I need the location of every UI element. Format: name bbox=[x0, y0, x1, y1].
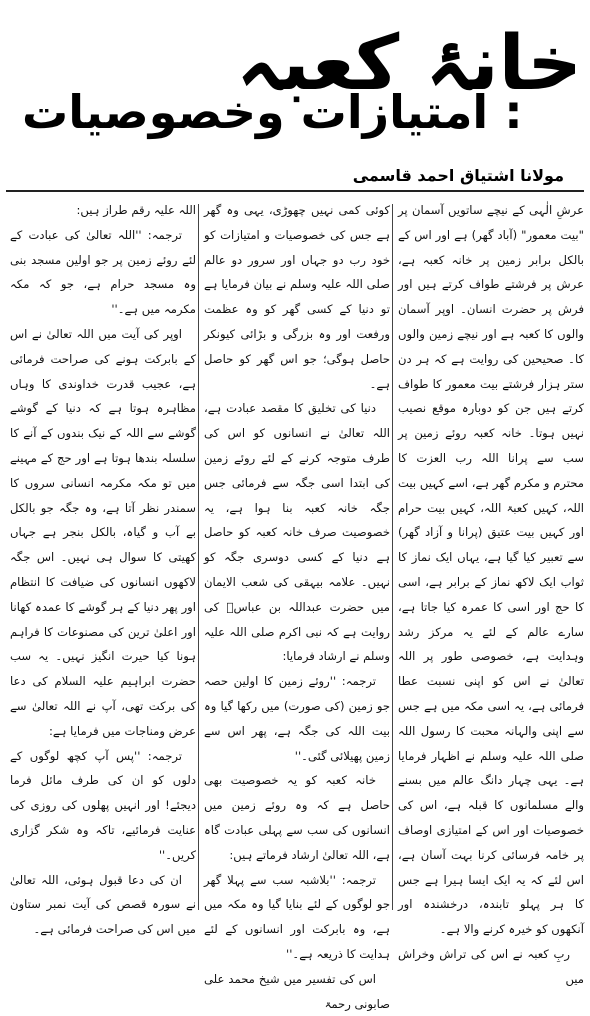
header-rule bbox=[6, 190, 584, 192]
article-subtitle: : امتیازات وخصوصیات bbox=[22, 85, 523, 139]
translation-quote: ترجمہ: ''پس آپ کچھ لوگوں کے دلوں کو ان کی طرف مائل فرما دیجئے! اور انہیں پھلوں کی روزی کی عنایت فرمائیے، تاکہ وہ شکر گزاری کریں۔'' bbox=[10, 748, 196, 862]
paragraph: ربِ کعبہ نے اس کی تراش وخراش میں bbox=[398, 946, 584, 986]
article-body bbox=[6, 198, 586, 1011]
paragraph: خانہ کعبہ کو یہ خصوصیت بھی حاصل ہے کہ وہ روئے زمین میں انسانوں کی سب سے پہلی عبادت گاہ ہے، اللہ تعالیٰ ارشاد فرماتے ہیں: bbox=[204, 773, 390, 862]
article-header bbox=[0, 4, 590, 154]
translation-quote: ترجمہ: ''روئے زمین کا اولین حصہ جو زمین (کی صورت) میں رکھا گیا وہ بیت اللہ کی جگہ ہے، پھر اس سے زمین پھیلائی گئی۔'' bbox=[204, 674, 390, 763]
paragraph: اس کی تفسیر میں شیخ محمد علی صابونی رحمۃ bbox=[204, 971, 390, 1011]
paragraph: اوپر کی آیت میں اللہ تعالیٰ نے اس کے بابرکت ہونے کی صراحت فرمائی ہے، عجیب قدرت خداوندی کا وہاں مظاہرہ ہوتا ہے کہ دنیا کے گوشے گوشے سے اللہ کے نیک بندوں کے آنے کا سلسلہ بندھا ہوتا ہے اور حج کے مہینے میں تو مکہ مکرمہ انسانی سروں کا سمندر نظر آتا ہے، وہ جگہ جو بالکل بے آب و گیاہ، بالکل بنجر ہے جہاں کھیتی کا سوال ہی نہیں۔ اس جگہ لاکھوں انسانوں کی ضیافت کا انتظام اور پھر دنیا کے ہر گوشے کا عمدہ کھانا اور اعلیٰ ترین کی مصنوعات کا فراہم ہونا کیا حیرت انگیز نہیں۔ یہ سب حضرت ابراہیم علیہ السلام کی دعا کی برکت تھی، آپ نے اللہ تعالیٰ سے عرض ومناجات میں فرمایا ہے: bbox=[10, 326, 196, 738]
paragraph: عرشِ الٰہی کے نیچے ساتویں آسمان پر "بیت معمور" (آباد گھر) ہے اور اس کے بالکل برابر زمین پر خانہ کعبہ ہے، عرش پر فرشتے طواف کرتے ہیں اور فرش پر حضرت انسان۔ اوپر آسمان والوں کا کعبہ ہے اور نیچے زمین والوں کا۔ صحیحین کی روایت ہے کہ ہر دن ستر ہزار فرشتے بیت معمور کا طواف کرتے ہیں جن کو دوبارہ موقع نصیب نہیں ہوتا۔ خانہ کعبہ روئے زمین پر سب سے پرانا اللہ رب العزت کا محترم و مکرم گھر ہے، اسے کہیں بیت اللہ، کہیں کعبۃ اللہ، کہیں بیت حرام اور کہیں بیت عتیق (پرانا و آزاد گھر) سے تعبیر کیا گیا ہے، یہاں ایک نماز کا ثواب ایک لاکھ نماز کے برابر ہے، اسی کا حج اور اسی کا عمرہ کیا جاتا ہے، سارے عالم کے لئے یہ مرکز رشد وہدایت ہے، خصوصی طور پر اللہ تعالیٰ نے اس کو اپنی نسبت عطا فرمائی ہے، یہ اسی مکہ میں ہے جس سے اپنی والہانہ محبت کا رسول اللہ صلی اللہ علیہ وسلم نے اظہار فرمایا ہے۔ یہی چہار دانگ عالم میں بسنے والے مسلمانوں کا قبلہ ہے، اس کی خصوصیات اور اس کے امتیازی اوصاف پر خامہ فرسائی کرنا بہت آسان ہے، اس لئے کہ یہ ایک ایسا ہیرا ہے جس کا ہر پہلو تابندہ، درخشندہ اور آنکھوں کو خیرہ کرنے والا ہے۔ bbox=[398, 203, 584, 937]
author-byline: مولانا اشتیاق احمد قاسمی bbox=[352, 166, 564, 185]
article-title: خانۂ کعبہ bbox=[236, 18, 582, 107]
paragraph: کوئی کمی نہیں چھوڑی، یہی وہ گھر ہے جس کی خصوصیات و امتیازات کو خود رب دو جہاں اور سرور دو عالم صلی اللہ علیہ وسلم نے بیان فرمایا ہے تو دنیا کے کسی گھر کو وہ عظمت ورفعت اور وہ بزرگی و بڑائی کیونکر حاصل ہوگی؛ جو اس گھر کو حاصل ہے۔ bbox=[204, 203, 390, 391]
text-column-2 bbox=[204, 198, 390, 1011]
text-column-1 bbox=[398, 198, 584, 986]
paragraph: اللہ علیہ رقم طراز ہیں: bbox=[76, 203, 196, 217]
paragraph: ان کی دعا قبول ہوئی، اللہ تعالیٰ نے سورہ قصص کی آیت نمبر ستاون میں اس کی صراحت فرمائی ہے۔ bbox=[10, 872, 196, 937]
text-column-3 bbox=[10, 198, 196, 937]
paragraph: دنیا کی تخلیق کا مقصد عبادت ہے، اللہ تعالیٰ نے انسانوں کو اس کی طرف متوجہ کرنے کے لئے روئے زمین کی ابتدا اسی جگہ سے فرمائی جس جگہ خانہ کعبہ بنا ہوا ہے، یہ خصوصیت صرف خانہ کعبہ کو حاصل ہے دنیا کے کسی دوسری جگہ کو نہیں۔ علامہ بیہقی کی شعب الایمان میں حضرت عبداللہ بن عباسؓ کی روایت ہے کہ نبی اکرم صلی اللہ علیہ وسلم نے ارشاد فرمایا: bbox=[204, 401, 390, 664]
translation-quote: ترجمہ: ''بلاشبہ سب سے پہلا گھر جو لوگوں کے لئے بنایا گیا وہ مکہ میں ہے، وہ بابرکت اور انسانوں کے لئے ہدایت کا ذریعہ ہے۔'' bbox=[204, 872, 390, 961]
translation-quote: ترجمہ: ''اللہ تعالیٰ کی عبادت کے لئے روئے زمین پر جو اولین مسجد بنی وہ مسجد حرام ہے، جو کہ مکہ مکرمہ میں ہے۔'' bbox=[10, 227, 196, 317]
